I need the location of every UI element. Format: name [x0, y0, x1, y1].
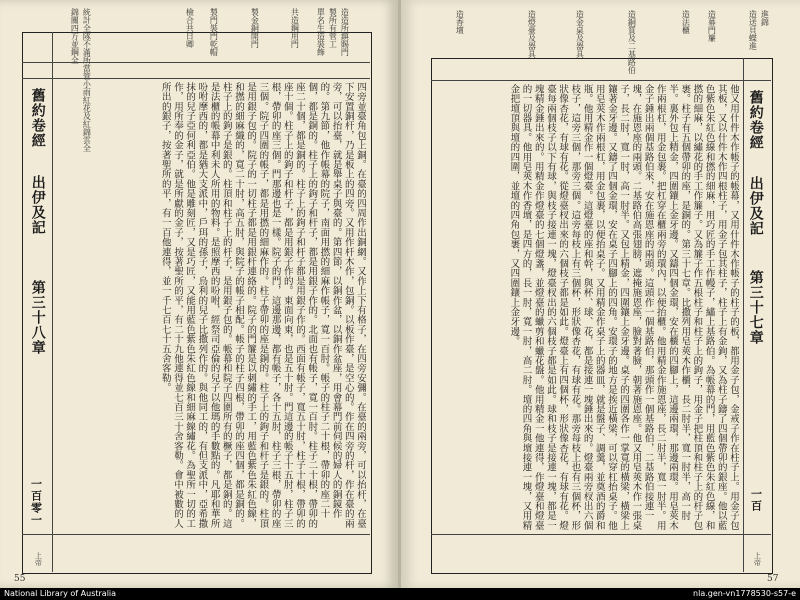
divider	[431, 534, 771, 535]
book-subtitle: 出伊及記	[747, 176, 764, 236]
chapter-label: 第三十八章	[29, 280, 46, 355]
header-note: 造送貝蝶進	[748, 10, 758, 50]
header-note: 造幕門簾	[707, 10, 717, 42]
body-text: 他又用什件木作帳子的帳幕，又用什件木作帳子的柱子的板，都用金子包，金戒子作在柱子上。用金子包其板，又以什件木作四根柱子，用金子包其柱子，柱子上有金鉤，又為柱子鑄了四個帶卯的銀座。他以藍色紫色朱紅色線和撚的細麻，用巧匠的手工作幔子，繡上基路伯。為帳幕的門，用藍色紫色朱紅色線，和撚的細麻，以繡花的手工作簾子。又為簾子作五根柱子和柱子上的鉤子，用金子把柱頂和柱子上的杆子包裹。柱子有五個帶卯的座，是銅的。第三十七章。比撒列用皂莢木作櫃，長二肘半，寬一肘半，高一肘半。裏外包上精金，四圍鑲上金牙邊。又鑄四個金環，安在櫃的四腳上，這邊兩環，那邊兩環。用皂莢木作兩根杠，用金包裹。把杠穿在櫃兩旁的環內，以便抬櫃。他用精金作施恩座，長二肘半，寬一肘半。用金子錘出兩個基路伯來，安在施恩座的兩頭。這頭作一個基路伯，那頭作一個基路伯，二基路伯接連一塊，在施恩座的兩頭。二基路伯高張翅膀，遮掩施恩座，臉對著臉，朝著施恩座。他又用皂莢木作一張桌子，長二肘，寬一肘，高一肘半。又包上精金，四圍鑲上金牙邊。桌子的四圍各作一掌寬的橫梁，橫梁上鑲著金牙邊。又鑄了四個金環，安在桌子四腳上的四角。安環子的地方是挨近橫梁，可以穿杠抬桌子。他用皂莢木作兩根杠，用金包裹，以便抬桌子。又用精金作桌子上的器皿，就是盤子、調羹，並奠酒的爵和瓶。他用精金作一個燈臺。這燈臺的座和幹，與杯、球、花，都是接連一塊錘出來的。燈臺兩旁杈出六個枝子，這旁三個，那旁三個。這旁每枝上有三個杯，形狀像杏花，有球有花。那旁每枝上也有三個杯，形狀像杏花，有球有花。從燈臺杈出來的六個枝子都是如此。燈臺上有四個杯，形狀像杏花，有球有花。燈臺每兩個枝子以下有球，與枝子接連一塊，燈臺杈出的六個枝子都是如此。球和枝子是接連一塊，都是一塊精金錘出來的。用精金作燈臺的七個燈盞，並燈臺的蠟剪和蠟花盤。他用精金一他連得，作燈臺和燈臺的一切器具。他用皂莢木作香壇，是四方的，長一肘，寬一肘，高二肘。壇的四角與壇接連一塊，又用精金把壇頂與壇的四圍，並壇的四角包裹，又四圍鑲上金牙邊。	[508, 84, 739, 531]
header-note: 造造所鎮賜門	[340, 8, 350, 56]
header-note: 造燈臺及器具	[527, 10, 537, 58]
book-title: 舊約卷經	[747, 90, 764, 150]
chapter-body	[437, 84, 739, 532]
divider	[22, 78, 370, 79]
book-subtitle: 出伊及記	[29, 175, 46, 235]
divider	[52, 32, 53, 572]
header-note: 造金桌及器具	[575, 10, 585, 58]
header-note: 造香壇	[455, 10, 465, 34]
footer-mark: 上帝	[753, 552, 762, 566]
divider	[22, 62, 370, 63]
divider	[743, 58, 744, 572]
header-note: 檢合共日卿	[185, 8, 195, 48]
item-identifier: nla.gen-vn1778530-s57-e	[693, 589, 796, 598]
header-note: 製門裝門乾帽	[209, 8, 219, 56]
chapter-label: 第三十七章	[747, 270, 764, 345]
header-note: 錦關四方並鋼全	[70, 8, 80, 64]
header-note: 造法櫃	[681, 10, 691, 34]
header-note: 造銅質及二基路伯	[627, 10, 637, 74]
sheet-label: 一百	[749, 488, 763, 512]
viewer-footer	[0, 588, 800, 600]
body-text: 四旁並臺角包上銅。在臺的四周作出銅網。又作上下有格子，在四旁安彌。在臺的兩旁，可以抬杆，在臺下安置銅杆，乃是板上的四旁。又用作杆木作，包銅。以板作臺，是空心的。作在四旁的杆，作在臺的兩旁，可以抬臺，就是舉桌子與臺的。第四節，以銅作盆，以銅作盆座，用會幕門前伺候的婦人的銅鏡作的。第九節，他作帳幕的院子，南面用撚的細麻作帳子，寬一百肘。帳子的柱子二十根，帶卯的座二十個，都是銅的。柱子上的鉤子和杆子，都是用銀子作的。北面也有帳子，寬一百肘。柱子二十根，帶卯的座二十個，都是銅的。柱子上的鉤子和杆子都是用銀子作的。西面有帳子，寬五十肘，柱子十根，帶卯的座十個。柱子上的鉤子和杆子，都是用銀子作的。東面向東，也是五十肘。門這邊的帳子十五肘，柱子三根，帶卯的座三個。門那邊也是一樣。院子的門，這邊那邊，都有帳子，各十五肘，柱子三根，帶卯的座三個。院子四圍的帳子，都是用撚的細麻作的。柱子帶卯的座是銅的。柱子上的鉤子和杆子是銀的。柱頂是用銀子包的。院子的一切柱子都是用銀杆連絡的。院子的門簾是以刺繡的手工，用藍色紫色朱紅色線，和撚的細麻織的，寬二十肘，高五肘，與院子的帳子相配。帳子的柱子四根，帶卯的座四個，都是銅的。柱子上的鉤子是銀的。柱頂和柱子上的杆子，是用銀子包的。帳幕和院子四圍所有的橛子，都是銅的。這是法櫃的帳幕中利未人所用的物料。是照摩西的吩咐，經祭司亞倫的兒子以他瑪的手數點的。凡耶和華所吩咐摩西的，都是猶大支派中，戶珥的孫子，烏利的兒子比撒列作的。與他同工的，有但支派中，亞希撒抹的兒子亞何利亞伯。他是雕刻匠，又是巧匠，又能用藍色紫色朱紅色線和細麻線繡花。為聖所一切的工作，用所奉的金子，就是所獻的金子，按著聖所的平，有二十九他連得並七百三十舍客勒。會中被數的人所出的銀子，按著聖所的平，有一百他連得，並一千七百七十五舍客勒。	[159, 82, 366, 529]
footer-mark: 上帝	[34, 552, 43, 566]
right-page	[401, 0, 800, 588]
sheet-label: 一百零一	[29, 478, 43, 526]
header-note: 製所有管工	[328, 8, 338, 48]
header-note: 共造鋼用門	[290, 8, 300, 48]
book-title: 舊約卷經	[29, 88, 46, 148]
divider	[431, 80, 771, 81]
header-note: 製金銅開門	[250, 8, 260, 48]
page-number: 55	[14, 574, 26, 584]
header-note: 統計全隊不滿所當管小雨紅花及紅錦雲全	[82, 8, 92, 152]
divider	[22, 534, 370, 535]
left-page	[0, 0, 398, 588]
chapter-body	[58, 82, 366, 532]
library-credit: National Library of Australia	[4, 589, 117, 598]
header-note: 進錦	[760, 10, 770, 26]
header-note: 單名生造裝飾	[316, 8, 326, 56]
page-number: 57	[767, 574, 779, 584]
